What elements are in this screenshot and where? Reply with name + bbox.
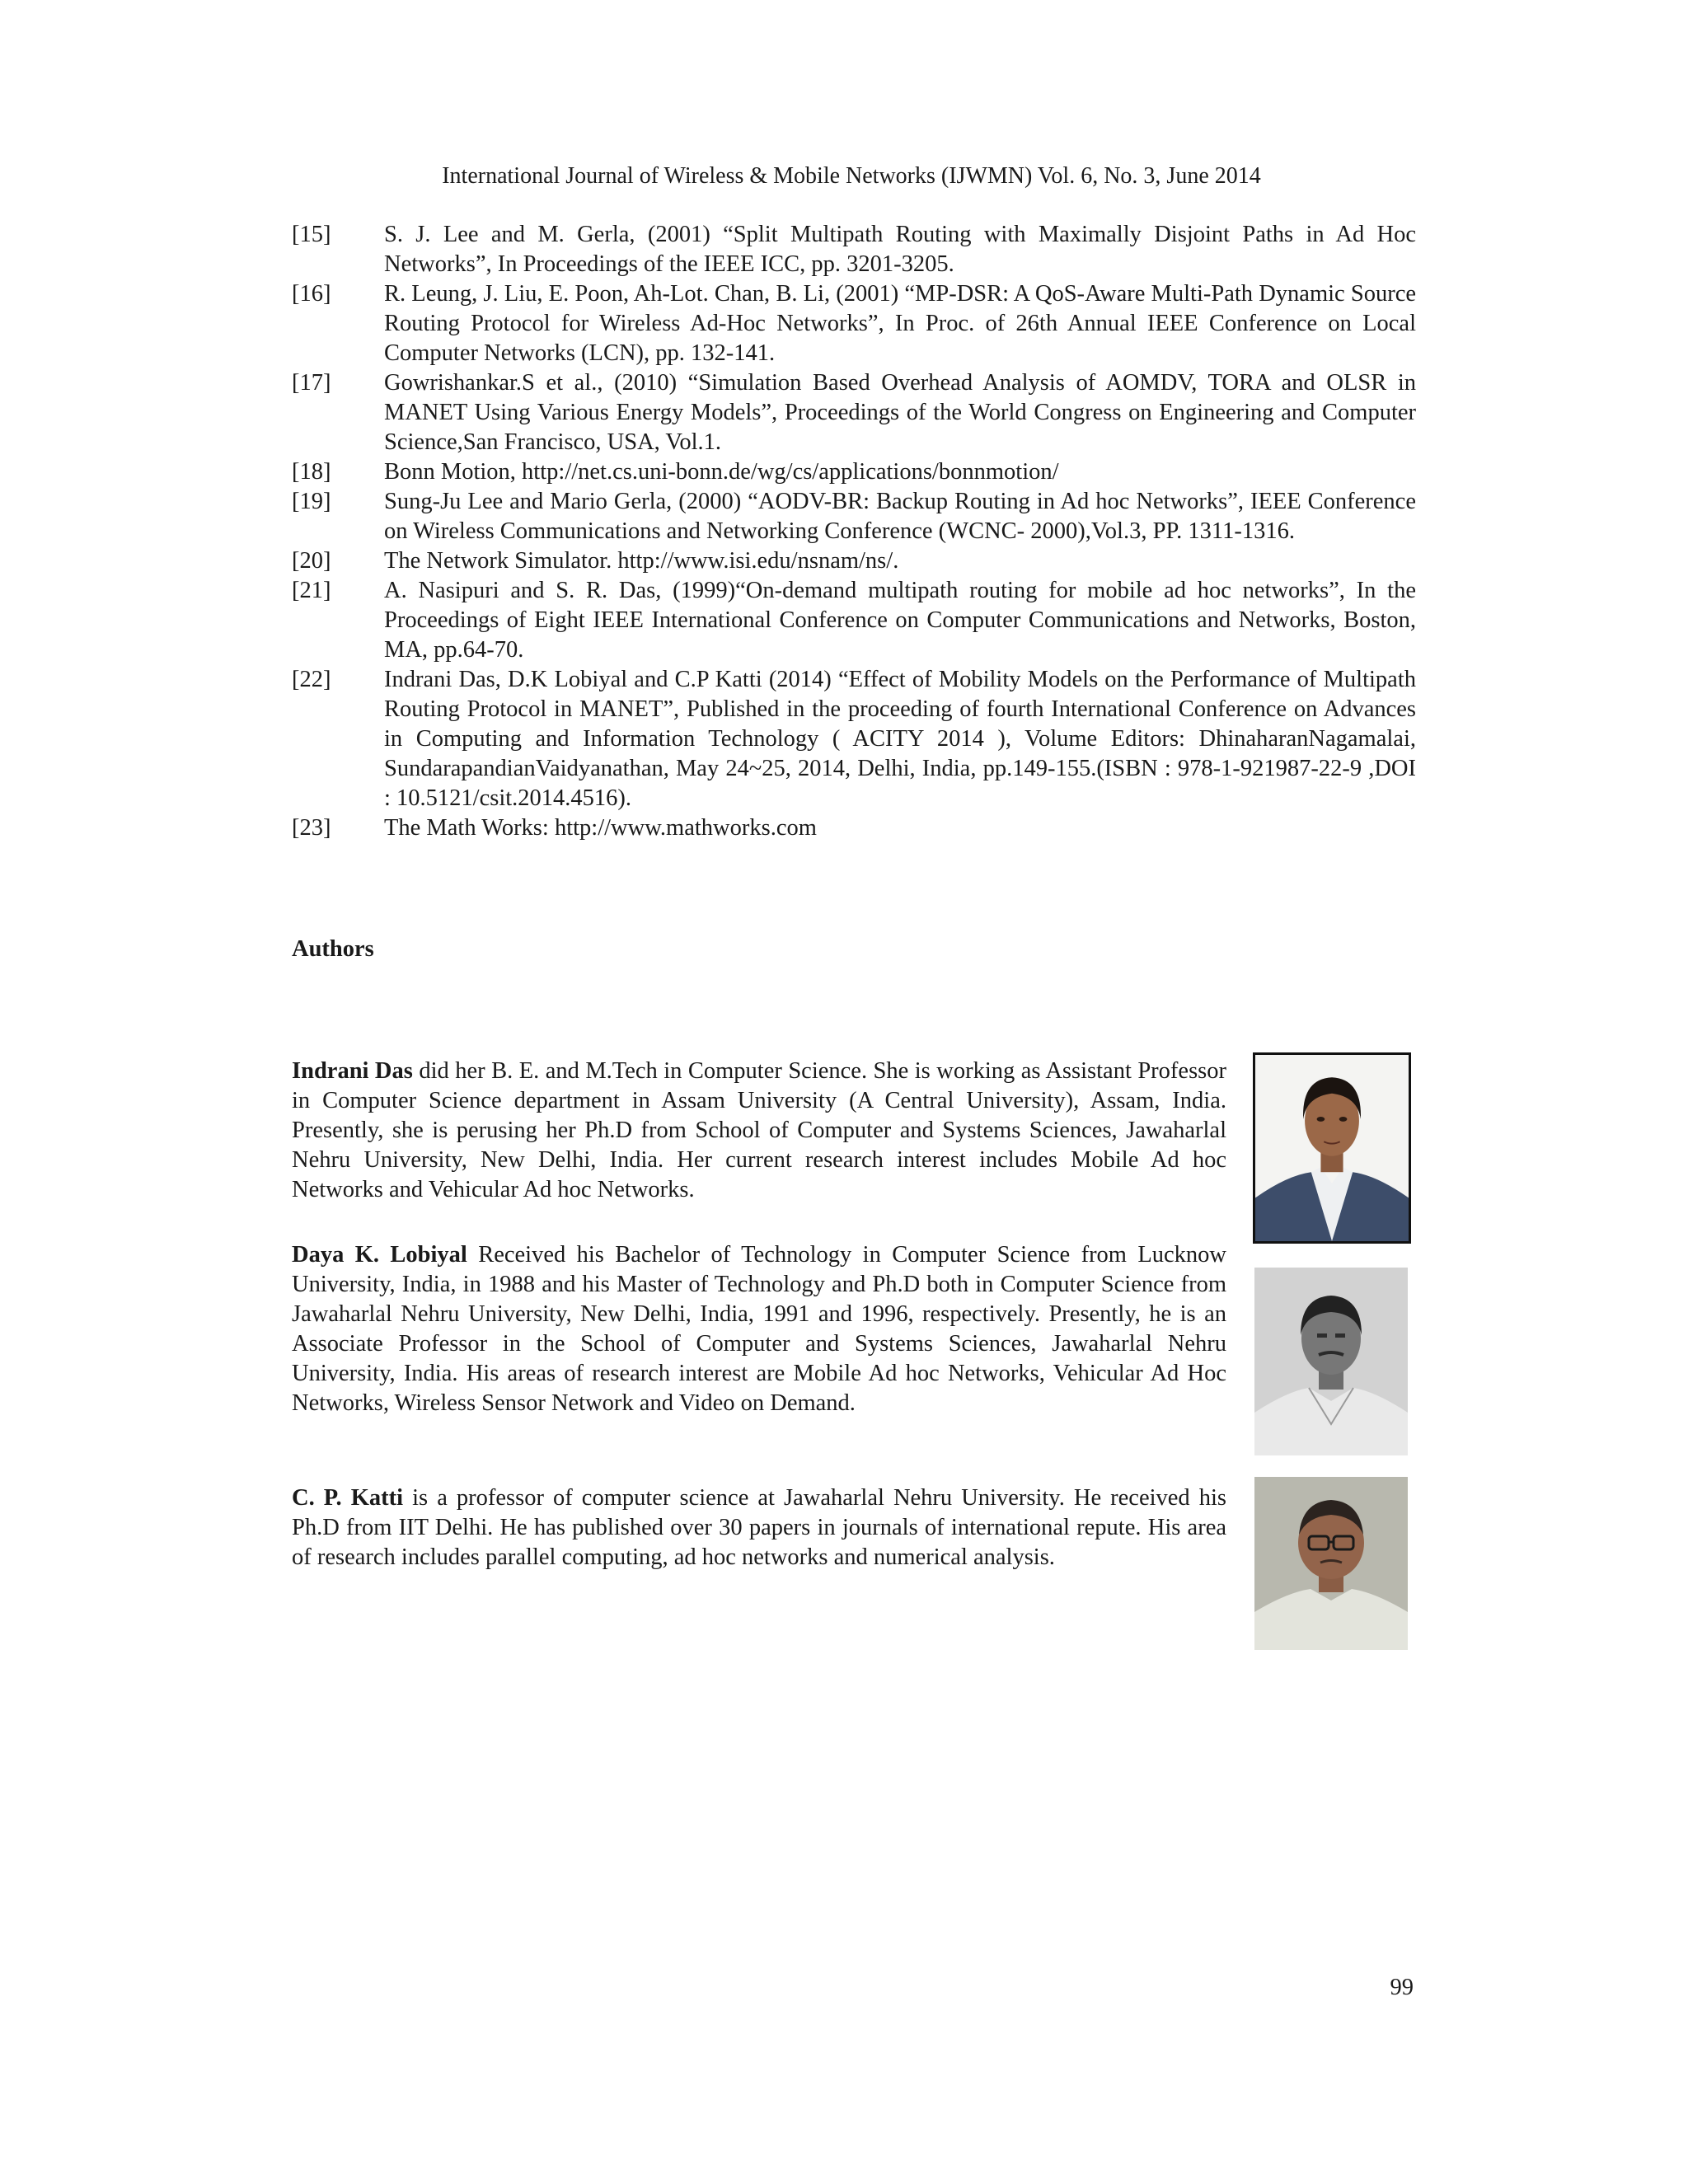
reference-text: R. Leung, J. Liu, E. Poon, Ah-Lot. Chan, B. Li, (2001) “MP-DSR: A QoS-Aware Multi-Path Dynamic Source Routing Protocol for Wireless Ad-Hoc Networks”, In Proc. of 26th Annual IEEE Conference on Local Computer Networks (LCN), pp. 132-141. xyxy=(384,281,1416,366)
reference-text: Indrani Das, D.K Lobiyal and C.P Katti (2014) “Effect of Mobility Models on the Performance of Multipath Routing Protocol in MANET”, Published in the proceeding of fourth International Conference on Advances in Computing and Information Technology ( ACITY 2014 ), Volume Editors: DhinaharanNagamalai, SundarapandianVaidyanathan, May 24~25, 2014, Delhi, India, pp.149-155.(ISBN : 978-1-921987-22-9 ,DOI : 10.5121/csit.2014.4516). xyxy=(384,667,1416,811)
author-bio-text: is a professor of computer science at Jawaharlal Nehru University. He received his Ph.D from IIT Delhi. He has published over 30 papers in journals of international repute. His area of research includes parallel computing, ad hoc networks and numerical analysis. xyxy=(292,1485,1226,1570)
reference-item xyxy=(292,576,1416,665)
reference-text: Gowrishankar.S et al., (2010) “Simulation Based Overhead Analysis of AOMDV, TORA and OLSR in MANET Using Various Energy Models”, Proceedings of the World Congress on Engineering and Computer Science,San Francisco, USA, Vol.1. xyxy=(384,370,1416,455)
reference-number: [17] xyxy=(292,370,331,396)
references-list xyxy=(292,220,1416,843)
journal-header: International Journal of Wireless & Mobile Networks (IJWMN) Vol. 6, No. 3, June 2014 xyxy=(442,163,1261,189)
reference-item xyxy=(292,813,1416,843)
reference-text: A. Nasipuri and S. R. Das, (1999)“On-demand multipath routing for mobile ad hoc networks”, In the Proceedings of Eight IEEE International Conference on Computer Communications and Networks, Boston, MA, pp.64-70. xyxy=(384,578,1416,663)
reference-text: The Network Simulator. http://www.isi.edu/nsnam/ns/. xyxy=(384,548,899,574)
reference-text: Bonn Motion, http://net.cs.uni-bonn.de/wg/cs/applications/bonnmotion/ xyxy=(384,459,1059,485)
author-photo xyxy=(1254,1268,1408,1455)
author-photo xyxy=(1253,1052,1411,1244)
reference-number: [16] xyxy=(292,281,331,307)
reference-number: [21] xyxy=(292,578,331,603)
author-bio-text: did her B. E. and M.Tech in Computer Science. She is working as Assistant Professor in Computer Science department in Assam University (A Central University), Assam, India. Presently, she is perusing her Ph.D from School of Computer and Systems Sciences, Jawaharlal Nehru University, New Delhi, India. Her current research interest includes Mobile Ad hoc Networks and Vehicular Ad hoc Networks. xyxy=(292,1058,1226,1202)
reference-number: [18] xyxy=(292,459,331,485)
reference-item xyxy=(292,279,1416,368)
author-name: C. P. Katti xyxy=(292,1485,404,1511)
author-name: Daya K. Lobiyal xyxy=(292,1242,467,1268)
author-photo xyxy=(1254,1477,1408,1650)
reference-number: [22] xyxy=(292,667,331,692)
author-bio xyxy=(292,1483,1226,1572)
reference-text: Sung-Ju Lee and Mario Gerla, (2000) “AODV-BR: Backup Routing in Ad hoc Networks”, IEEE Conference on Wireless Communications and Networking Conference (WCNC- 2000),Vol.3, PP. 1311-1316. xyxy=(384,489,1416,544)
author-bio xyxy=(292,1057,1226,1205)
reference-item xyxy=(292,368,1416,457)
reference-number: [19] xyxy=(292,489,331,514)
reference-text: S. J. Lee and M. Gerla, (2001) “Split Multipath Routing with Maximally Disjoint Paths in Ad Hoc Networks”, In Proceedings of the IEEE ICC, pp. 3201-3205. xyxy=(384,222,1416,277)
author-bio xyxy=(292,1240,1226,1418)
reference-item xyxy=(292,220,1416,279)
author-bio-text: Received his Bachelor of Technology in Computer Science from Lucknow University, India, in 1988 and his Master of Technology and Ph.D both in Computer Science from Jawaharlal Nehru University, New Delhi, India, 1991 and 1996, respectively. Presently, he is an Associate Professor in the School of Computer and Systems Sciences, Jawaharlal Nehru University, India. His areas of research interest are Mobile Ad hoc Networks, Vehicular Ad Hoc Networks, Wireless Sensor Network and Video on Demand. xyxy=(292,1242,1226,1416)
authors-heading: Authors xyxy=(292,936,374,962)
reference-number: [23] xyxy=(292,815,331,841)
reference-item xyxy=(292,457,1416,487)
reference-number: [15] xyxy=(292,222,331,247)
reference-text: The Math Works: http://www.mathworks.com xyxy=(384,815,817,841)
reference-number: [20] xyxy=(292,548,331,574)
reference-item xyxy=(292,487,1416,546)
author-name: Indrani Das xyxy=(292,1058,413,1084)
reference-item xyxy=(292,546,1416,576)
page-number: 99 xyxy=(1390,1975,1414,2000)
reference-item xyxy=(292,665,1416,813)
